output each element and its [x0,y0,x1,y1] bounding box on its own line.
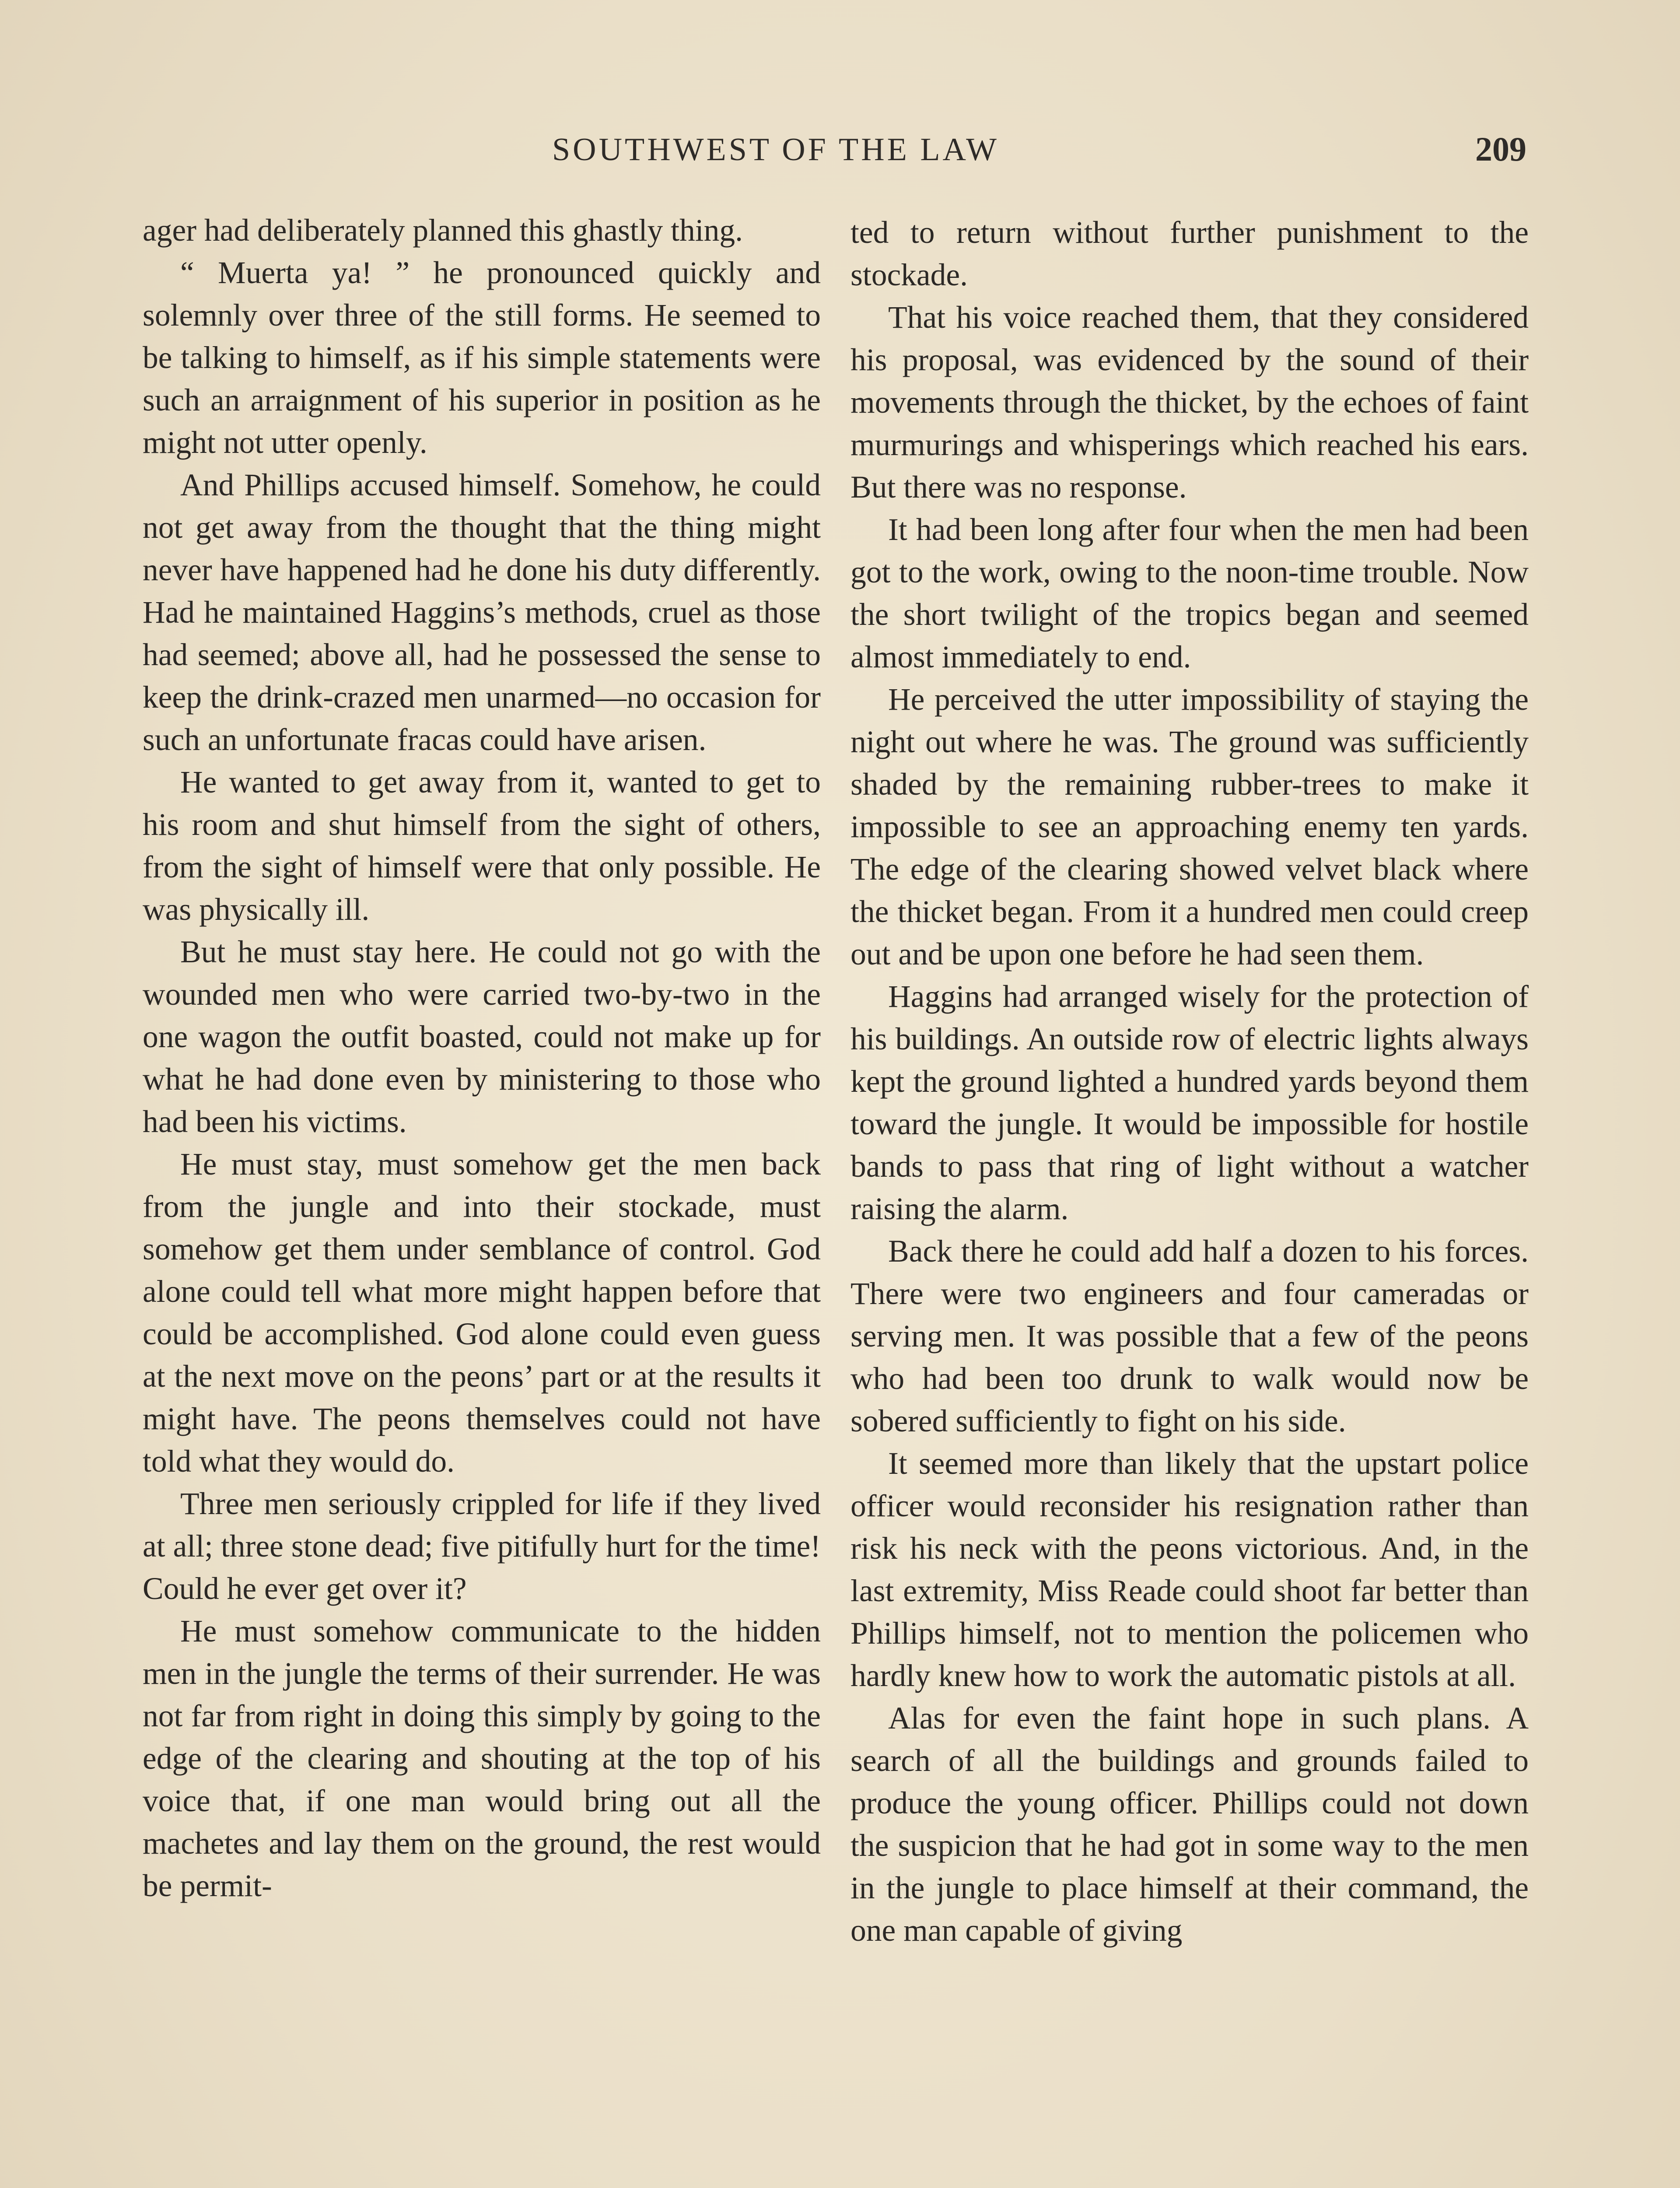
paragraph: It seemed more than likely that the upstart police officer would reconsider his resignation rather than risk his neck with the peons victorious. And, in the last extremity, Miss Reade could shoot far better than Phillips himself, not to mention the policemen who hardly knew how to work the automatic pistols at all. [850,1446,1529,1693]
paragraph: It had been long after four when the men had been got to the work, owing to the noon-time trouble. Now the short twilight of the tropics began and seemed almost immediately to end. [850,512,1529,674]
right-text-column [850,211,1529,1952]
paragraph: He must stay, must somehow get the men back from the jungle and into their stockade, must somehow get them under semblance of control. God alone could tell what more might happen before that could be accomplished. God alone could even guess at the next move on the peons’ part or at the results it might have. The peons themselves could not have told what they would do. [143,1147,821,1479]
paragraph: He perceived the utter impossibility of staying the night out where he was. The ground was sufficiently shaded by the remaining rubber-trees to make it impossible to see an approaching enemy ten yards. The edge of the clearing showed velvet black where the thicket began. From it a hundred men could creep out and be upon one before he had seen them. [850,682,1529,971]
paragraph: Three men seriously crippled for life if they lived at all; three stone dead; five pitifully hurt for the time! Could he ever get over it? [143,1487,821,1606]
paragraph: And Phillips accused himself. Somehow, he could not get away from the thought that the thing might never have happened had he done his duty differently. Had he maintained Haggins’s methods, cruel as those had seemed; above all, had he possessed the sense to keep the drink-crazed men unarmed—no occasion for such an unfortunate fracas could have arisen. [143,468,821,757]
paragraph [143,252,821,464]
running-title: SOUTHWEST OF THE LAW [552,132,999,168]
paragraph: He must somehow communicate to the hidden men in the jungle the terms of their surrender. He was not far from right in doing this simply by going to the edge of the clearing and shouting at the top of his voice that, if one man would bring out all the machetes and lay them on the ground, the rest would be permit- [143,1614,821,1903]
paragraph: Alas for even the faint hope in such plans. A search of all the buildings and grounds failed to produce the young officer. Phillips could not down the suspicion that he had got in some way to the men in the jungle to place himself at their command, the one man capable of giving [850,1701,1529,1948]
paragraph: ted to return without further punishment to the stockade. [850,215,1529,292]
paragraph: ager had deliberately planned this ghastly thing. [143,213,743,248]
left-text-column [143,209,821,1907]
paragraph-text: “ Muerta ya! ” he pronounced quickly and solemnly over three of the still forms. He seemed to be talking to himself, as if his simple statements were such an arraignment of his superior in position as he might not utter openly. [143,256,821,460]
paragraph: He wanted to get away from it, wanted to get to his room and shut himself from the sight of others, from the sight of himself were that only possible. He was physically ill. [143,765,821,927]
paragraph: But he must stay here. He could not go with the wounded men who were carried two-by-two in the one wagon the outfit boasted, could not make up for what he had done even by ministering to those who had been his victims. [143,935,821,1139]
paragraph: That his voice reached them, that they considered his proposal, was evidenced by the sound of their movements through the thicket, by the echoes of faint murmurings and whisperings which reached his ears. But there was no response. [850,300,1529,505]
paragraph: Back there he could add half a dozen to his forces. There were two engineers and four cameradas or serving men. It was possible that a few of the peons who had been too drunk to walk would now be sobered sufficiently to fight on his side. [850,1234,1529,1438]
paragraph: Haggins had arranged wisely for the protection of his buildings. An outside row of electric lights always kept the ground lighted a hundred yards beyond them toward the jungle. It would be impossible for hostile bands to pass that ring of light without a watcher raising the alarm. [850,979,1529,1226]
page-number: 209 [1475,130,1526,168]
